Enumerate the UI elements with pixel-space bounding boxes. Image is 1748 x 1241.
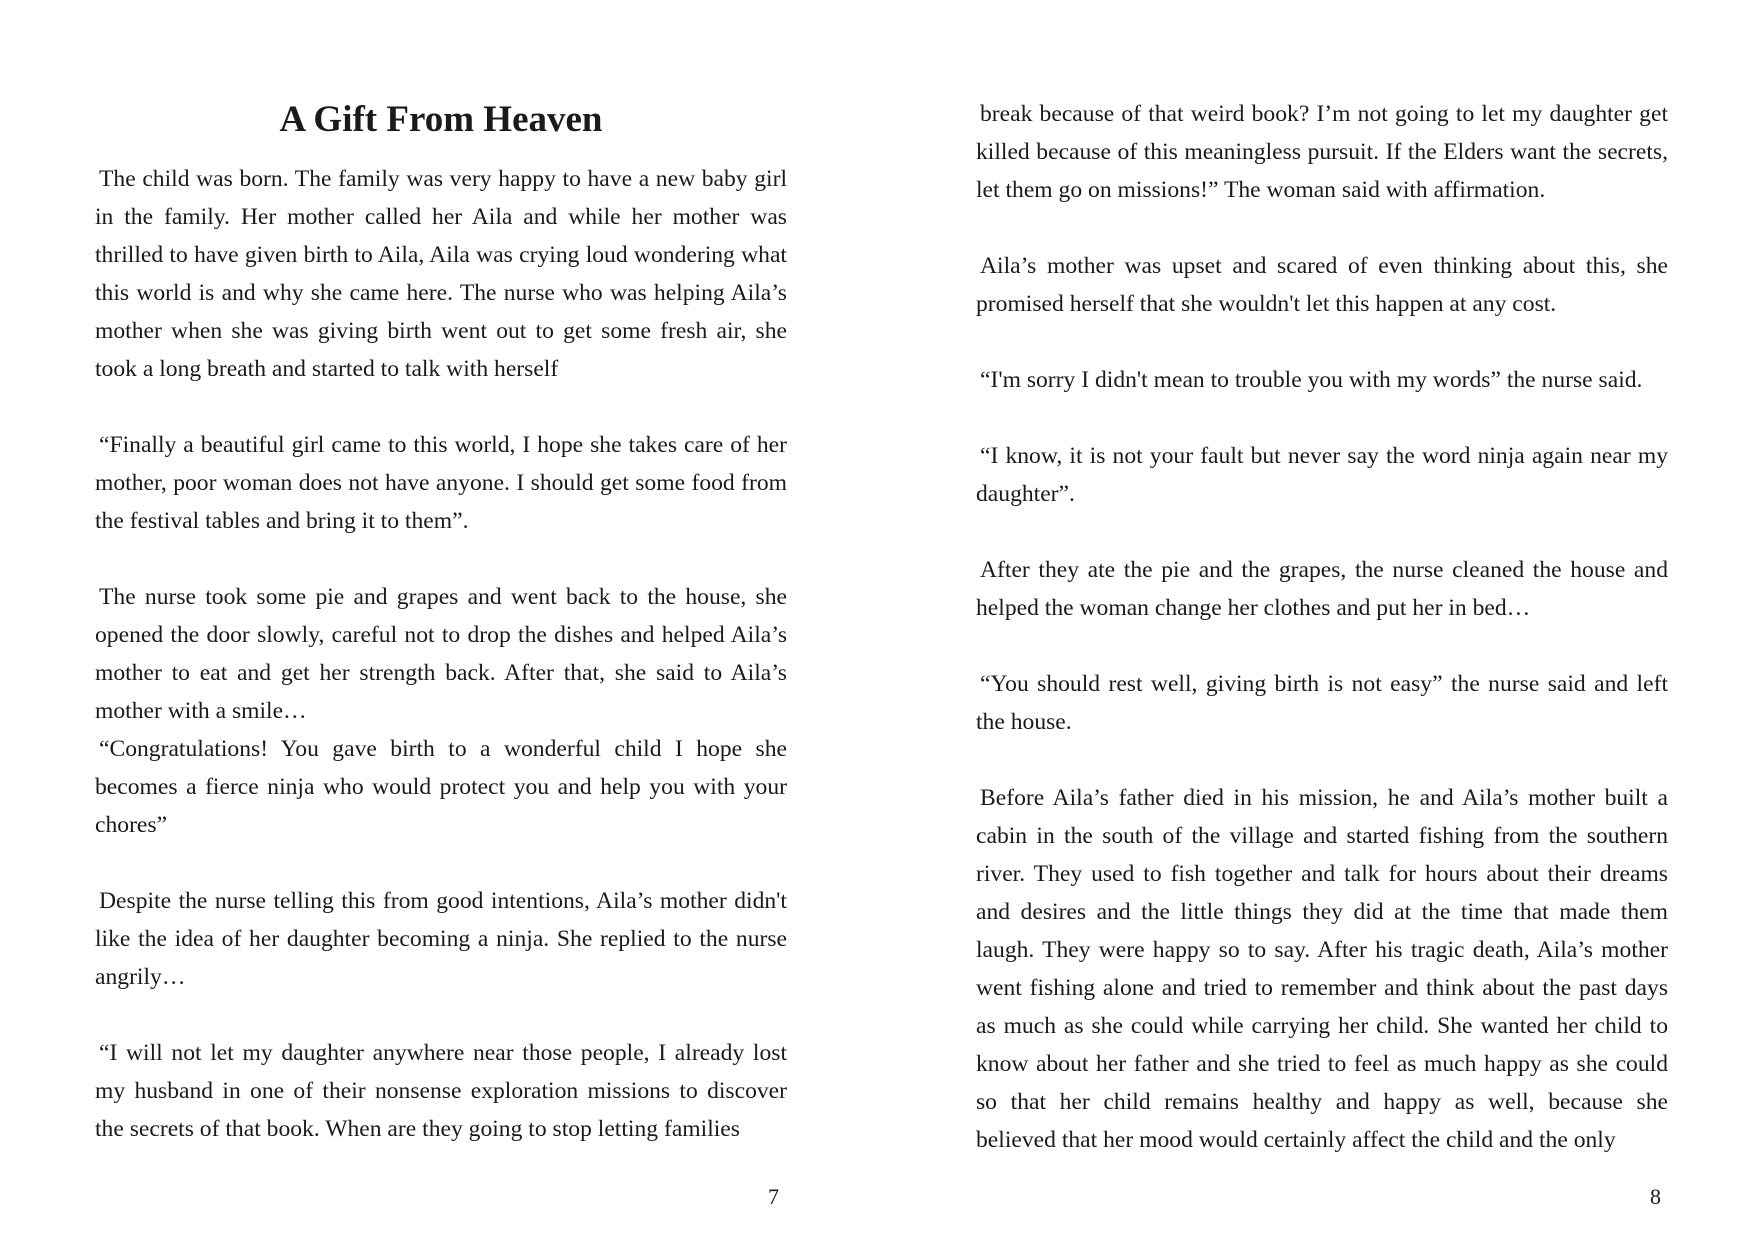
paragraph: “Finally a beautiful girl came to this world, I hope she takes care of her mother, poor woman does not have anyone. I should get some food from the festival tables and bring it to them”. xyxy=(95,432,787,534)
chapter-title: A Gift From Heaven xyxy=(279,99,603,140)
paragraph: After they ate the pie and the grapes, the nurse cleaned the house and helped the woman change her clothes and put her in bed… xyxy=(976,557,1668,621)
paragraph: Before Aila’s father died in his mission, he and Aila’s mother built a cabin in the south of the village and started fishing from the southern river. They used to fish together and talk for hours about their dreams and desires and the little things they did at the time that made them laugh. They were happy so to say. After his tragic death, Aila’s mother went fishing alone and tried to remember and think about the past days as much as she could while carrying her child. She wanted her child to know about her father and she tried to feel as much happy as she could so that her child remains healthy and happy as well, because she believed that her mood would certainly affect the child and the only xyxy=(976,785,1668,1153)
paragraph: Aila’s mother was upset and scared of even thinking about this, she promised herself that she wouldn't let this happen at any cost. xyxy=(976,253,1668,317)
paragraph: “You should rest well, giving birth is not easy” the nurse said and left the house. xyxy=(976,671,1668,735)
paragraph: break because of that weird book? I’m not going to let my daughter get killed because of this meaningless pursuit. If the Elders want the secrets, let them go on missions!” The woman said with affirmation. xyxy=(976,101,1668,203)
left-page-text xyxy=(95,160,787,1148)
paragraph: “I'm sorry I didn't mean to trouble you with my words” the nurse said. xyxy=(980,367,1643,393)
page-number: 7 xyxy=(768,1184,779,1209)
paragraph: The nurse took some pie and grapes and went back to the house, she opened the door slowly, careful not to drop the dishes and helped Aila’s mother to eat and get her strength back. After that, she said to Aila’s mother with a smile… xyxy=(95,584,787,724)
paragraph: “I know, it is not your fault but never say the word ninja again near my daughter”. xyxy=(976,443,1668,507)
right-page xyxy=(874,0,1748,1241)
paragraph: “I will not let my daughter anywhere near those people, I already lost my husband in one of their nonsense exploration missions to discover the secrets of that book. When are they going to stop letting families xyxy=(95,1040,787,1142)
paragraph: The child was born. The family was very happy to have a new baby girl in the family. Her mother called her Aila and while her mother was thrilled to have given birth to Aila, Aila was crying loud wondering what this world is and why she came here. The nurse who was helping Aila’s mother when she was giving birth went out to get some fresh air, she took a long breath and started to talk with herself xyxy=(95,166,787,382)
paragraph: “Congratulations! You gave birth to a wonderful child I hope she becomes a fierce ninja who would protect you and help you with your chores” xyxy=(95,736,787,838)
page-number: 8 xyxy=(1650,1184,1661,1209)
paragraph: Despite the nurse telling this from good intentions, Aila’s mother didn't like the idea of her daughter becoming a ninja. She replied to the nurse angrily… xyxy=(95,888,787,990)
right-page-text xyxy=(976,95,1668,1159)
